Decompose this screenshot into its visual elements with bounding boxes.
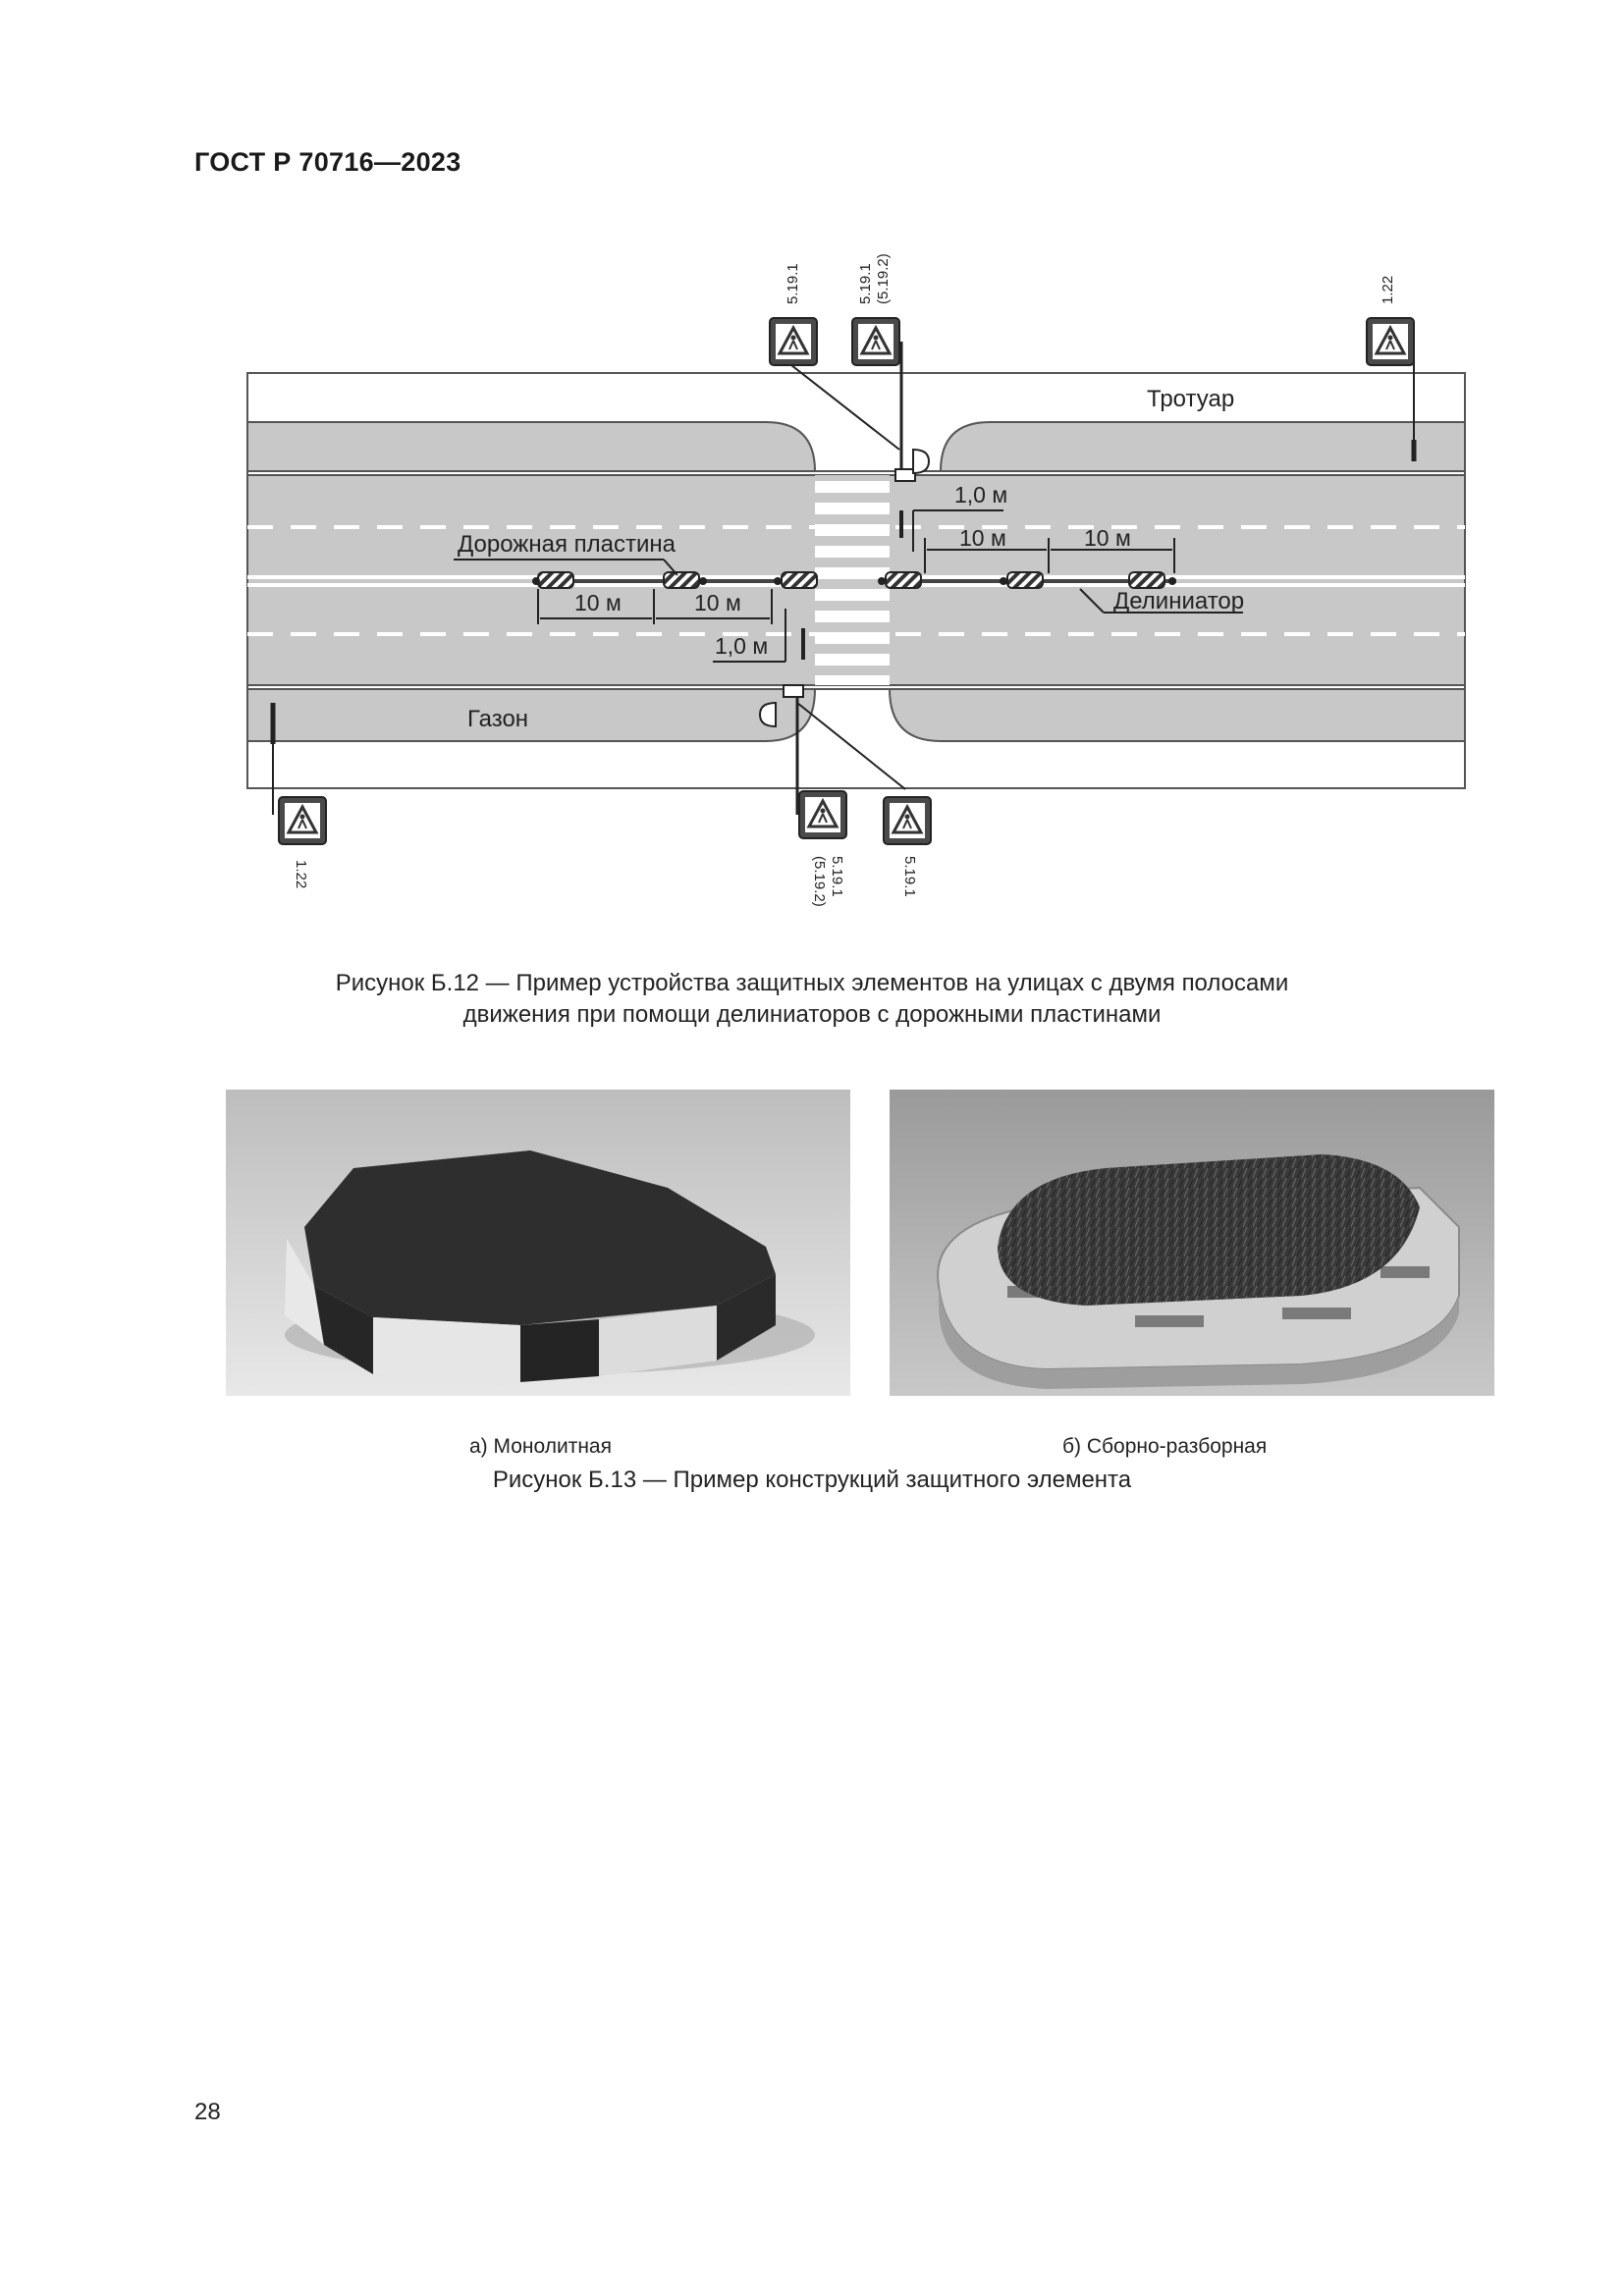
page-number: 28 xyxy=(194,2099,221,2125)
sign-code: (5.19.2) xyxy=(811,856,828,907)
photo-monolithic xyxy=(226,1090,850,1396)
label-dist-right-1: 10 м xyxy=(959,525,1006,551)
photo-label-b: б) Сборно-разборная xyxy=(1062,1435,1268,1458)
children-warning-sign-icon xyxy=(279,797,326,844)
label-dist-left-2: 10 м xyxy=(694,590,741,615)
caption-line: Рисунок Б.12 — Пример устройства защитных элементов на улицах с двумя полосами xyxy=(335,970,1289,996)
label-dist-left-1: 10 м xyxy=(574,590,622,615)
pedestrian-crossing-sign-icon xyxy=(770,318,817,365)
sign-code: 5.19.1 xyxy=(829,856,845,897)
label-dist-1m-right: 1,0 м xyxy=(954,482,1008,507)
figure-b13-caption: Рисунок Б.13 — Пример конструкций защитного элемента xyxy=(492,1467,1132,1493)
road-plate xyxy=(664,572,699,588)
children-warning-sign-icon xyxy=(1367,318,1414,365)
sign-code: 5.19.1 xyxy=(857,263,874,304)
figure-b12-caption xyxy=(0,968,1624,1031)
sign-code: 1.22 xyxy=(293,860,309,889)
label-dist-1m-left: 1,0 м xyxy=(715,633,769,659)
sign-code: 5.19.1 xyxy=(785,263,801,304)
label-road-plate: Дорожная пластина xyxy=(458,531,676,558)
sign-code: (5.19.2) xyxy=(875,253,892,304)
label-sidewalk: Тротуар xyxy=(1147,386,1235,412)
pedestrian-crossing-sign-icon xyxy=(884,797,931,844)
caption-line: движения при помощи делиниаторов с дорожными пластинами xyxy=(462,1001,1162,1028)
road-plate xyxy=(886,572,921,588)
road-plate xyxy=(1007,572,1043,588)
road-plate xyxy=(1129,572,1164,588)
label-delineator: Делиниатор xyxy=(1113,588,1245,614)
pedestrian-crossing-sign-icon xyxy=(799,791,846,838)
document-header: ГОСТ Р 70716—2023 xyxy=(194,147,461,177)
figure-b12-diagram xyxy=(0,0,1624,942)
road-plate xyxy=(782,572,817,588)
road-plate xyxy=(538,572,573,588)
pedestrian-crossing-sign-icon xyxy=(852,318,899,365)
label-lawn: Газон xyxy=(467,706,529,732)
sidewalk-top-right xyxy=(941,422,1465,471)
sign-code: 5.19.1 xyxy=(901,856,918,897)
photo-prefabricated xyxy=(890,1090,1494,1396)
sign-code: 1.22 xyxy=(1380,275,1396,304)
photo-label-a: а) Монолитная xyxy=(469,1435,612,1458)
sidewalk-top-left xyxy=(247,422,815,471)
lawn-bottom-right xyxy=(890,689,1465,741)
label-dist-right-2: 10 м xyxy=(1084,525,1131,551)
lawn-bottom-left xyxy=(247,689,815,741)
